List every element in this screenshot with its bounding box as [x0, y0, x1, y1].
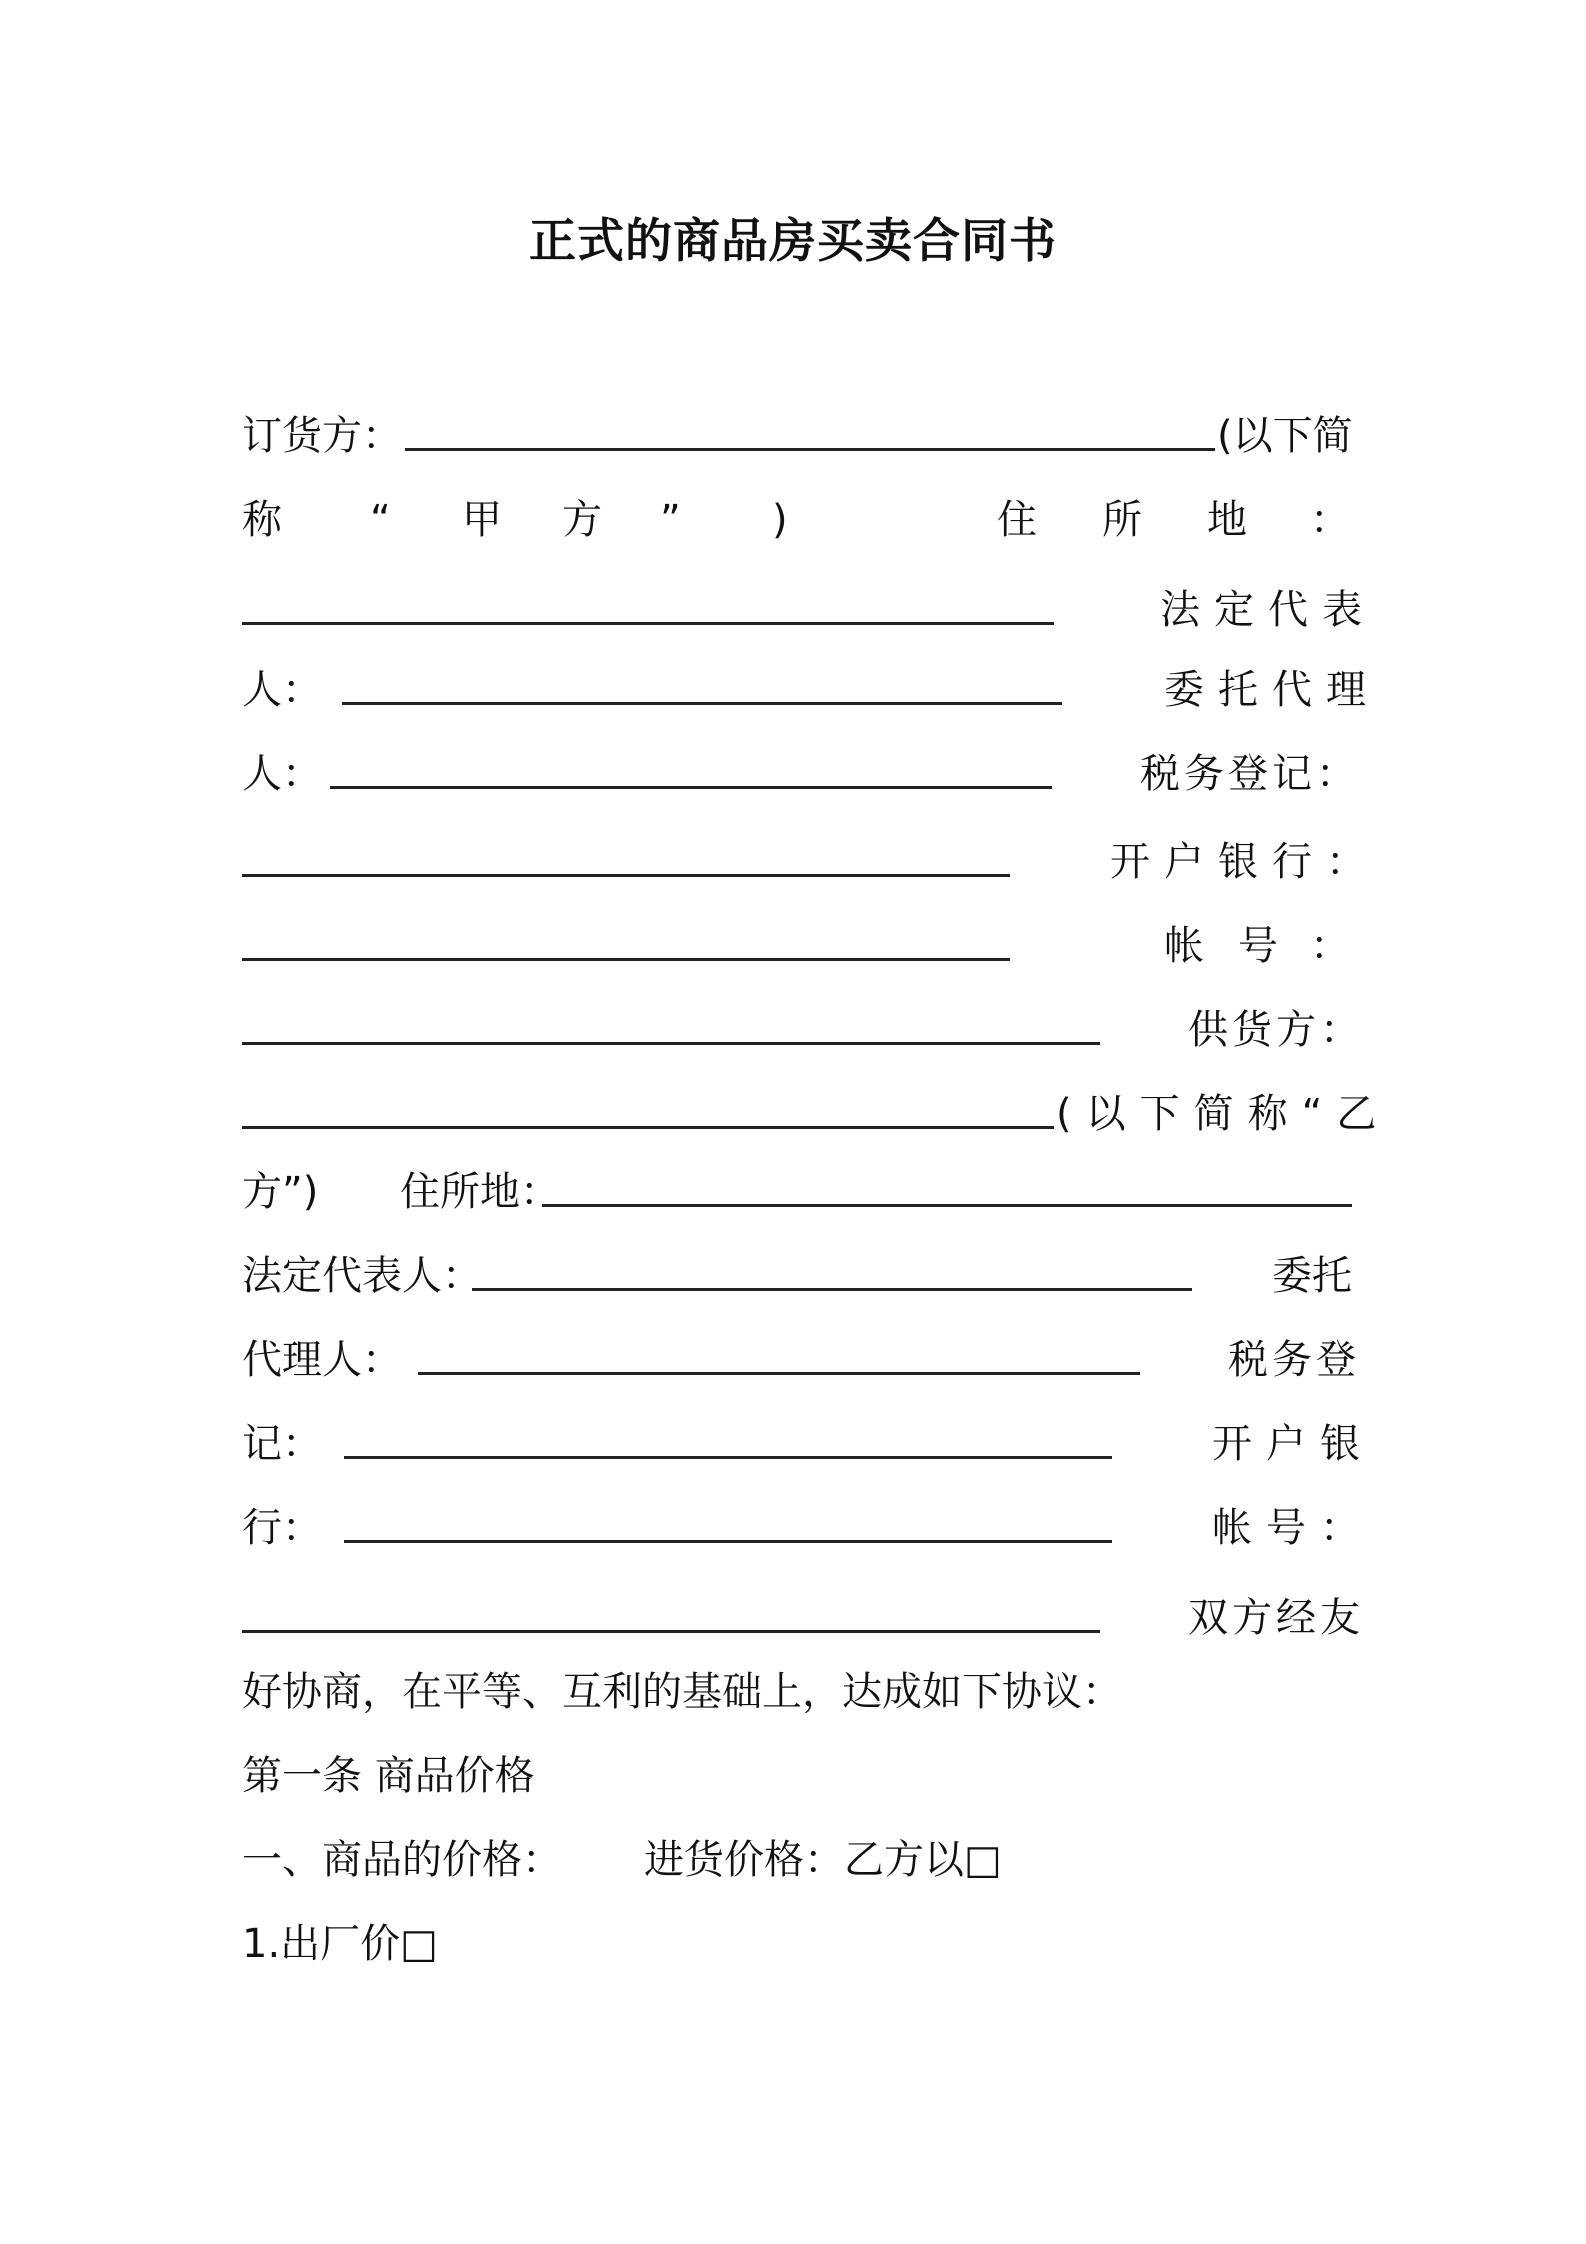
document-title: 正式的商品房买卖合同书 [529, 214, 1057, 269]
bank-blank-b [344, 1540, 1112, 1543]
bank-label: 开户银行： [1110, 839, 1380, 885]
agreement-text-start: 双方经友 [1188, 1595, 1364, 1641]
tax-blank [242, 874, 1010, 877]
text-fragment: ” [660, 497, 681, 543]
text-fragment: 人： [242, 667, 322, 713]
bank-label-b-start: 开户银 [1212, 1421, 1374, 1467]
legal-rep-blank [342, 702, 1062, 705]
article-one-heading [242, 1746, 1352, 1806]
text-fragment: 甲 [462, 497, 502, 543]
party-b-abbreviation-line [242, 1084, 1391, 1144]
tax-line-a [242, 744, 1360, 804]
factory-price-line [242, 1914, 1352, 1974]
agreement-text: 好协商，在平等、互利的基础上，达成如下协议： [242, 1669, 1122, 1715]
legal-rep-line-b [242, 1246, 1352, 1306]
text-fragment: 方”) [242, 1169, 319, 1215]
text-fragment: 记： [242, 1421, 322, 1467]
legal-rep-line-a [242, 580, 1376, 640]
orderer-blank [405, 448, 1215, 451]
supplier-blank [242, 1126, 1054, 1129]
agent-label-b-start: 委托 [1272, 1253, 1352, 1299]
address-label-b: 住所地： [400, 1169, 560, 1215]
address-blank-b [542, 1204, 1352, 1207]
text-fragment: 所 [1102, 497, 1142, 543]
text-fragment: 行： [242, 1505, 322, 1551]
party-b-abbreviation: (以下简称“乙 [1056, 1091, 1391, 1137]
account-blank-b [242, 1630, 1100, 1633]
article-one-title: 第一条 商品价格 [242, 1753, 535, 1799]
text-fragment: “ [370, 497, 391, 543]
account-label-b: 帐号： [1212, 1505, 1374, 1551]
abbreviation-text: (以下简 [1217, 413, 1353, 459]
tax-label: 税务登记： [1140, 751, 1360, 797]
text-fragment: 帐 [1164, 923, 1204, 969]
supplier-line [242, 1000, 1364, 1060]
text-fragment: 称 [242, 497, 282, 543]
agreement-line [242, 1662, 1352, 1722]
address-blank [242, 622, 1054, 625]
price-line [242, 1830, 1352, 1890]
bank-line-a [242, 832, 1380, 892]
supplier-label: 供货方： [1188, 1007, 1364, 1053]
text-fragment: 代理人： [242, 1337, 402, 1383]
bank-blank [242, 958, 1010, 961]
agent-blank-b [418, 1372, 1140, 1375]
agent-blank [330, 786, 1052, 789]
text-fragment: 地 [1207, 497, 1247, 543]
tax-blank-b [344, 1456, 1112, 1459]
legal-rep-blank-b [472, 1288, 1192, 1291]
legal-rep-label: 法定代表 [1160, 587, 1376, 633]
agent-line-a [242, 660, 1380, 720]
text-fragment: ： [1310, 923, 1350, 969]
address-line-b [242, 1162, 1352, 1222]
text-fragment: ： [1310, 497, 1350, 543]
legal-rep-label-b: 法定代表人： [242, 1253, 482, 1299]
party-a-abbreviation-line [242, 490, 1352, 550]
purchase-price-text: 进货价格：乙方以□ [644, 1837, 1002, 1883]
account-line-b [242, 1588, 1364, 1648]
agent-label: 委托代理 [1164, 667, 1380, 713]
text-fragment: 号 [1238, 923, 1278, 969]
orderer-line [242, 406, 1352, 466]
agent-line-b [242, 1330, 1360, 1390]
account-line-a [242, 916, 1352, 976]
text-fragment: 住 [997, 497, 1037, 543]
tax-label-b-start: 税务登 [1228, 1337, 1360, 1383]
text-fragment: 方 [562, 497, 602, 543]
text-fragment: 人： [242, 751, 322, 797]
text-fragment: ) [772, 497, 788, 543]
factory-price-text: 1.出厂价□ [242, 1921, 438, 1967]
price-label: 一、商品的价格： [242, 1837, 562, 1883]
bank-line-b [242, 1498, 1374, 1558]
orderer-label: 订货方： [242, 413, 402, 459]
tax-line-b [242, 1414, 1374, 1474]
account-blank [242, 1042, 1100, 1045]
